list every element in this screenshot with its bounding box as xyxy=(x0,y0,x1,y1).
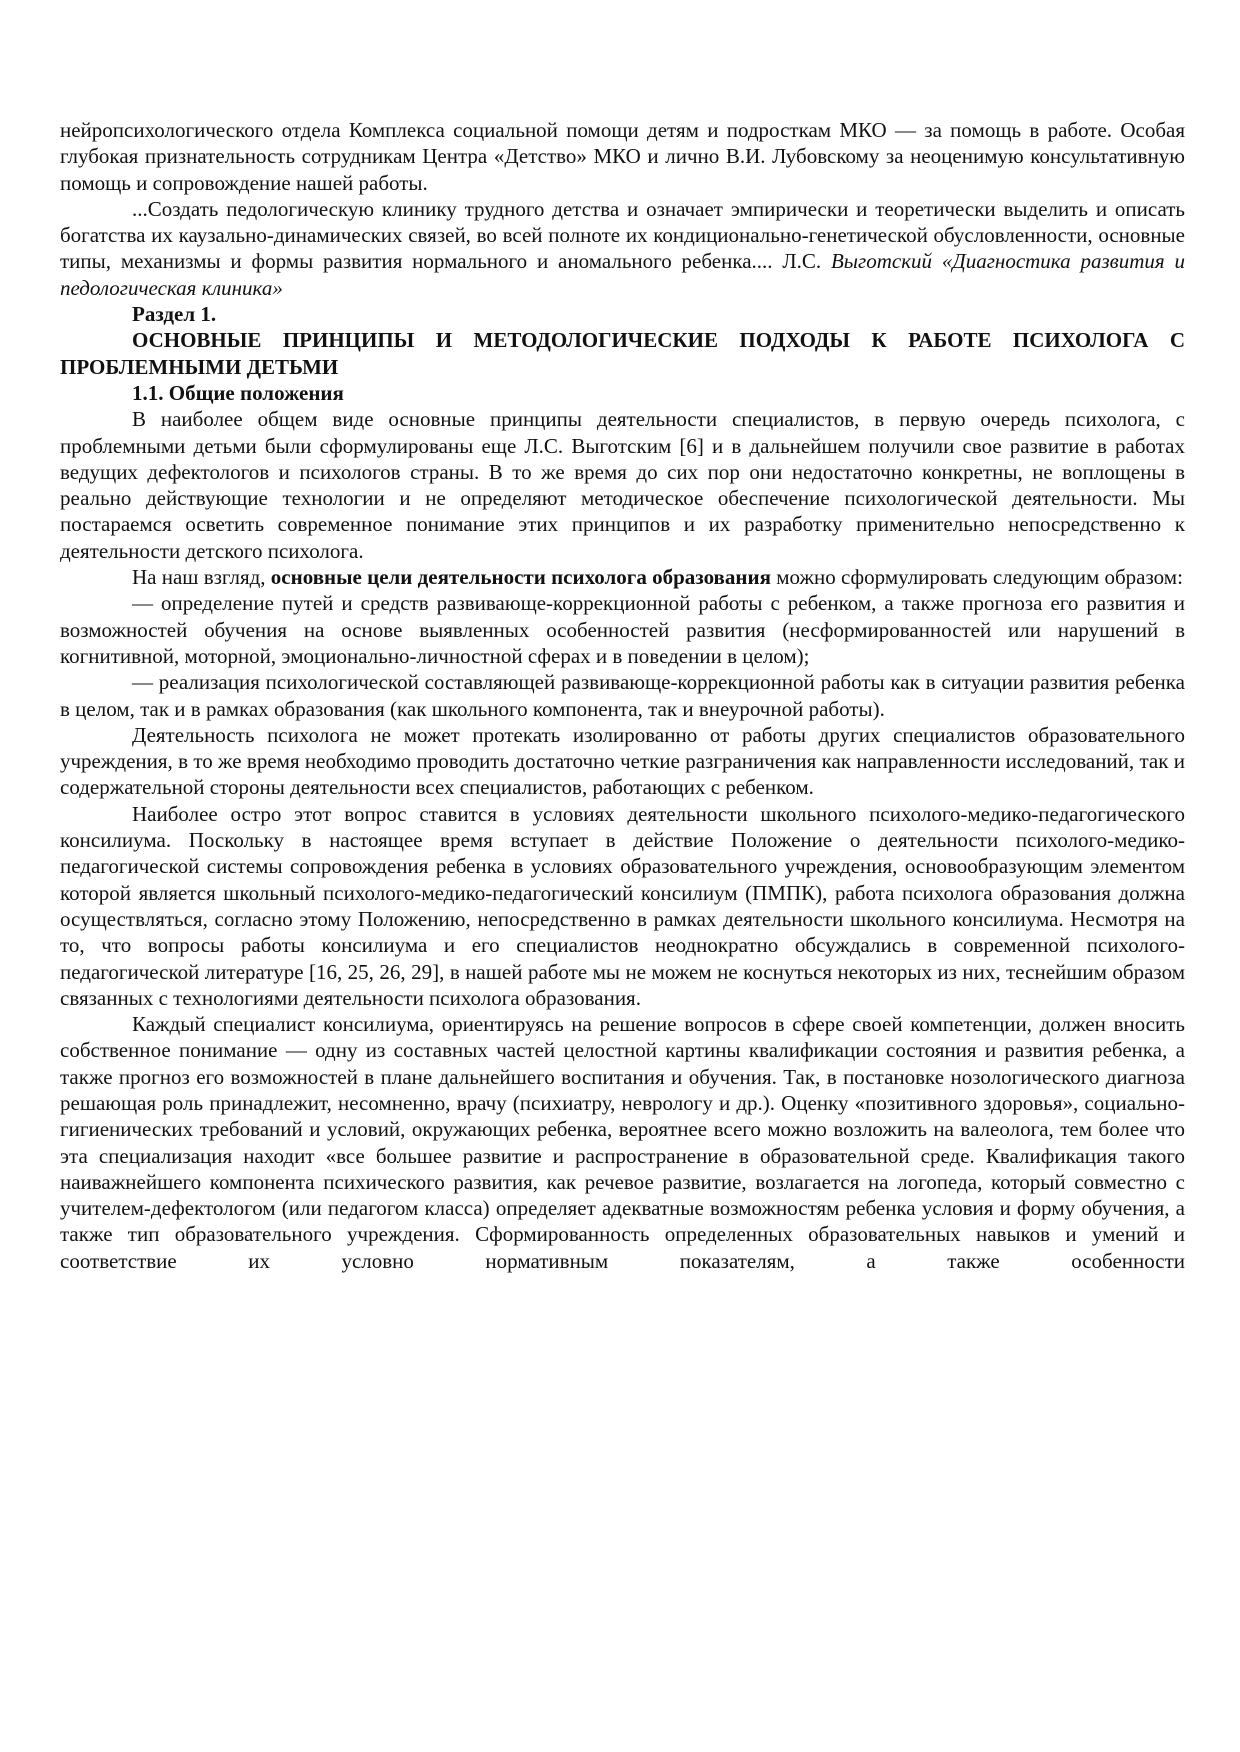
epigraph-paragraph xyxy=(60,196,1185,301)
specialists-paragraph: Каждый специалист консилиума, ориентируясь на решение вопросов в сфере своей компетенции, должен вносить собственное понимание — одну из составных частей целостной картины квалификации состояния и развития ребенка, а также прогноз его возможностей в плане дальнейшего воспитания и обучения. Так, в постановке нозологического диагноза решающая роль принадлежит, несомненно, врачу (психиатру, неврологу и др.). Оценку «позитивного здоровья», социально-гигиенических требований и условий, окружающих ребенка, вероятнее всего можно возложить на валеолога, тем более что эта специализация находит «все большее развитие и распространение в образовательной среде. Квалификация такого наиважнейшего компонента психического развития, как речевое развитие, возлагается на логопеда, который совместно с учителем-дефектологом (или педагогом класса) определяет адекватные возможностям ребенка условия и форму обучения, а также тип образовательного учреждения. Сформированность определенных образовательных навыков и умений и соответствие их условно нормативным показателям, а также особенности xyxy=(60,1012,1185,1273)
goals-intro-end: можно сформулировать следующим образом: xyxy=(770,565,1183,590)
acknowledgement-paragraph: нейропсихологического отдела Комплекса социальной помощи детям и подросткам МКО — за помощь в работе. Особая глубокая признательность сотрудникам Центра «Детство» МКО и лично В.И. Лубовскому за неоценимую консультативную помощь и сопровождение нашей работы. xyxy=(60,118,1185,195)
document-page xyxy=(60,117,1185,1274)
epigraph-source: Выготский «Диагностика развития и педологическая клиника» xyxy=(60,249,1186,300)
activity-paragraph: Деятельность психолога не может протекать изолированно от работы других специалистов образовательного учреждения, в то же время необходимо проводить достаточно четкие разграничения как направленности исследований, так и содержательной стороны деятельности всех специалистов, работающих с ребенком. xyxy=(60,722,1185,800)
principles-paragraph: В наиболее общем виде основные принципы деятельности специалистов, в первую очередь психолога, с проблемными детьми были сформулированы еще Л.С. Выготским [6] и в дальнейшем получили свое развитие в работах ведущих дефектологов и психологов страны. В то же время до сих пор они недостаточно конкретны, не воплощены в реально действующие технологии и не определяют методическое обеспечение психологической деятельности. Мы постараемся осветить современное понимание этих принципов и их разработку применительно непосредственно к деятельности детского психолога. xyxy=(60,407,1185,563)
goal-item-2: — реализация психологической составляющей развивающе-коррекционной работы как в ситуации развития ребенка в целом, так и в рамках образования (как школьного компонента, так и внеурочной работы). xyxy=(60,670,1185,721)
goals-intro-bold: основные цели деятельности психолога образования xyxy=(270,565,771,590)
goal-item-1: — определение путей и средств развивающе-коррекционной работы с ребенком, а также прогноза его развития и возможностей обучения на основе выявленных особенностей развития (несформированностей или нарушений в когнитивной, моторной, эмоционально-личностной сферах и в поведении в целом); xyxy=(60,591,1185,668)
goals-intro-paragraph xyxy=(60,564,1185,590)
consilium-paragraph: Наиболее остро этот вопрос ставится в условиях деятельности школьного психолого-медико-педагогического консилиума. Поскольку в настоящее время вступает в действие Положение о деятельности психолого-медико-педагогической системы сопровождения ребенка в условиях образовательного учреждения, основообразующим элементом которой является школьный психолого-медико-педагогический консилиум (ПМПК), работа психолога образования должна осуществляться, согласно этому Положению, непосредственно в рамках деятельности школьного консилиума. Несмотря на то, что вопросы работы консилиума и его специалистов неоднократно обсуждались в современной психолого-педагогической литературе [16, 25, 26, 29], в нашей работе мы не можем не коснуться некоторых из них, теснейшим образом связанных с технологиями деятельности психолога образования. xyxy=(60,801,1185,1010)
section-title: ОСНОВНЫЕ ПРИНЦИПЫ И МЕТОДОЛОГИЧЕСКИЕ ПОДХОДЫ К РАБОТЕ ПСИХОЛОГА С ПРОБЛЕМНЫМИ ДЕТЬМИ xyxy=(60,328,1185,379)
goals-intro-start: На наш взгляд, xyxy=(132,565,271,590)
subsection-title: 1.1. Общие положения xyxy=(132,380,344,405)
section-label: Раздел 1. xyxy=(132,302,217,327)
epigraph-text: ...Создать педологическую клинику трудного детства и означает эмпирически и теоретически выделить и описать богатства их каузально-динамических связей, во всей полноте их кондиционально-генетической обусловленности, основные типы, механизмы и формы развития нормального и аномального ребенка.... Л.С. xyxy=(60,196,1185,274)
